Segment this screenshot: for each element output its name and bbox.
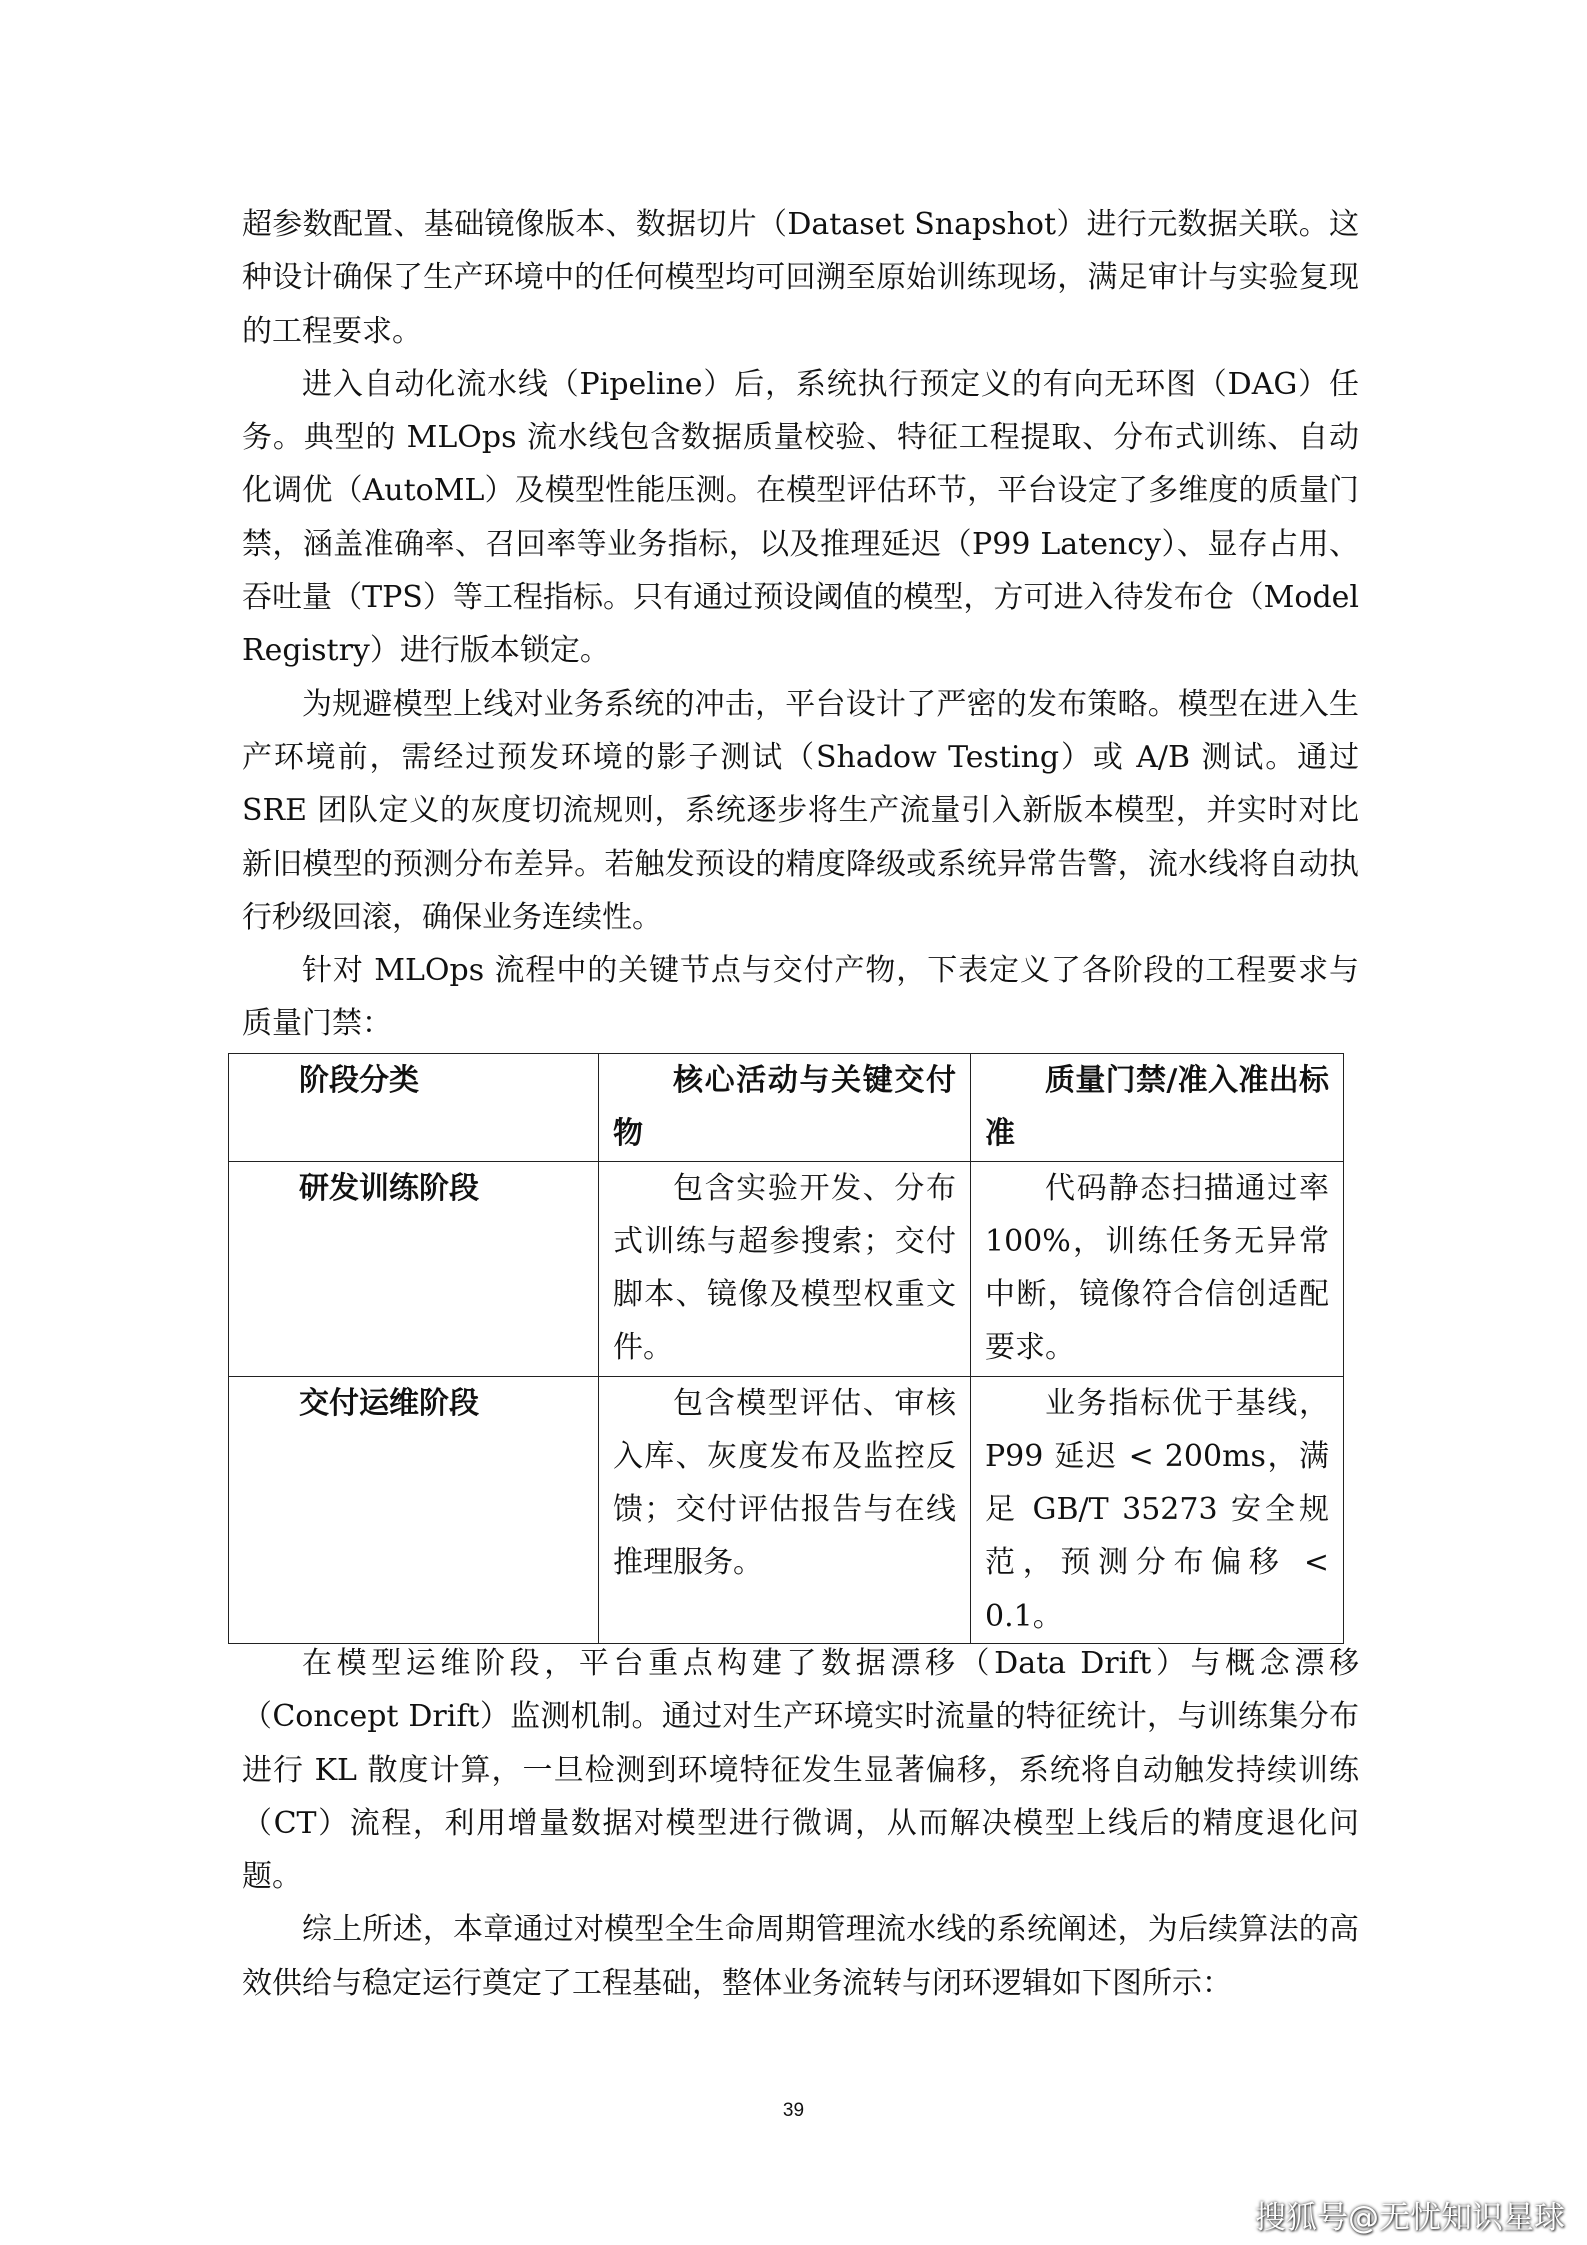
criteria-cell: 代码静态扫描通过率 100%，训练任务无异常中断，镜像符合信创适配要求。 xyxy=(971,1161,1344,1376)
body-text-top xyxy=(242,198,1359,1051)
header-activities: 核心活动与关键交付物 xyxy=(599,1054,971,1162)
stage-cell: 交付运维阶段 xyxy=(229,1376,599,1643)
body-text-bottom xyxy=(242,1637,1359,2010)
stage-quality-gate-table xyxy=(228,1053,1344,1644)
header-criteria: 质量门禁/准入准出标准 xyxy=(971,1054,1344,1162)
table-row xyxy=(229,1161,1344,1376)
header-stage: 阶段分类 xyxy=(229,1054,599,1162)
activities-cell: 包含实验开发、分布式训练与超参搜索；交付脚本、镜像及模型权重文件。 xyxy=(599,1161,971,1376)
paragraph-3: 为规避模型上线对业务系统的冲击，平台设计了严密的发布策略。模型在进入生产环境前，需经过预发环境的影子测试（Shadow Testing）或 A/B 测试。通过 SRE 团队定义的灰度切流规则，系统逐步将生产流量引入新版本模型，并实时对比新旧模型的预测分布差异。若触发预设的精度降级或系统异常告警，流水线将自动执行秒级回滚，确保业务连续性。 xyxy=(242,686,1359,935)
criteria-cell: 业务指标优于基线，P99 延迟 < 200ms，满足 GB/T 35273 安全规范，预测分布偏移 < 0.1。 xyxy=(971,1376,1344,1643)
activities-cell: 包含模型评估、审核入库、灰度发布及监控反馈；交付评估报告与在线推理服务。 xyxy=(599,1376,971,1643)
paragraph-5: 在模型运维阶段，平台重点构建了数据漂移（Data Drift）与概念漂移（Concept Drift）监测机制。通过对生产环境实时流量的特征统计，与训练集分布进行 KL 散度计算，一旦检测到环境特征发生显著偏移，系统将自动触发持续训练（CT）流程，利用增量数据对模型进行微调，从而解决模型上线后的精度退化问题。 xyxy=(242,1646,1359,1895)
paragraph-6: 综上所述，本章通过对模型全生命周期管理流水线的系统阐述，为后续算法的高效供给与稳定运行奠定了工程基础，整体业务流转与闭环逻辑如下图所示： xyxy=(242,1912,1359,2001)
table-header-row xyxy=(229,1054,1344,1162)
paragraph-4: 针对 MLOps 流程中的关键节点与交付产物，下表定义了各阶段的工程要求与质量门禁： xyxy=(242,953,1359,1042)
paragraph-2: 进入自动化流水线（Pipeline）后，系统执行预定义的有向无环图（DAG）任务。典型的 MLOps 流水线包含数据质量校验、特征工程提取、分布式训练、自动化调优（AutoML）及模型性能压测。在模型评估环节，平台设定了多维度的质量门禁，涵盖准确率、召回率等业务指标，以及推理延迟（P99 Latency）、显存占用、吞吐量（TPS）等工程指标。只有通过预设阈值的模型，方可进入待发布仓（Model Registry）进行版本锁定。 xyxy=(242,366,1359,669)
stage-cell: 研发训练阶段 xyxy=(229,1161,599,1376)
table-row xyxy=(229,1376,1344,1643)
watermark: 搜狐号@无忧知识星球 xyxy=(1255,2200,1565,2236)
paragraph-1: 超参数配置、基础镜像版本、数据切片（Dataset Snapshot）进行元数据关联。这种设计确保了生产环境中的任何模型均可回溯至原始训练现场，满足审计与实验复现的工程要求。 xyxy=(242,207,1359,349)
page-number: 39 xyxy=(782,2100,805,2121)
